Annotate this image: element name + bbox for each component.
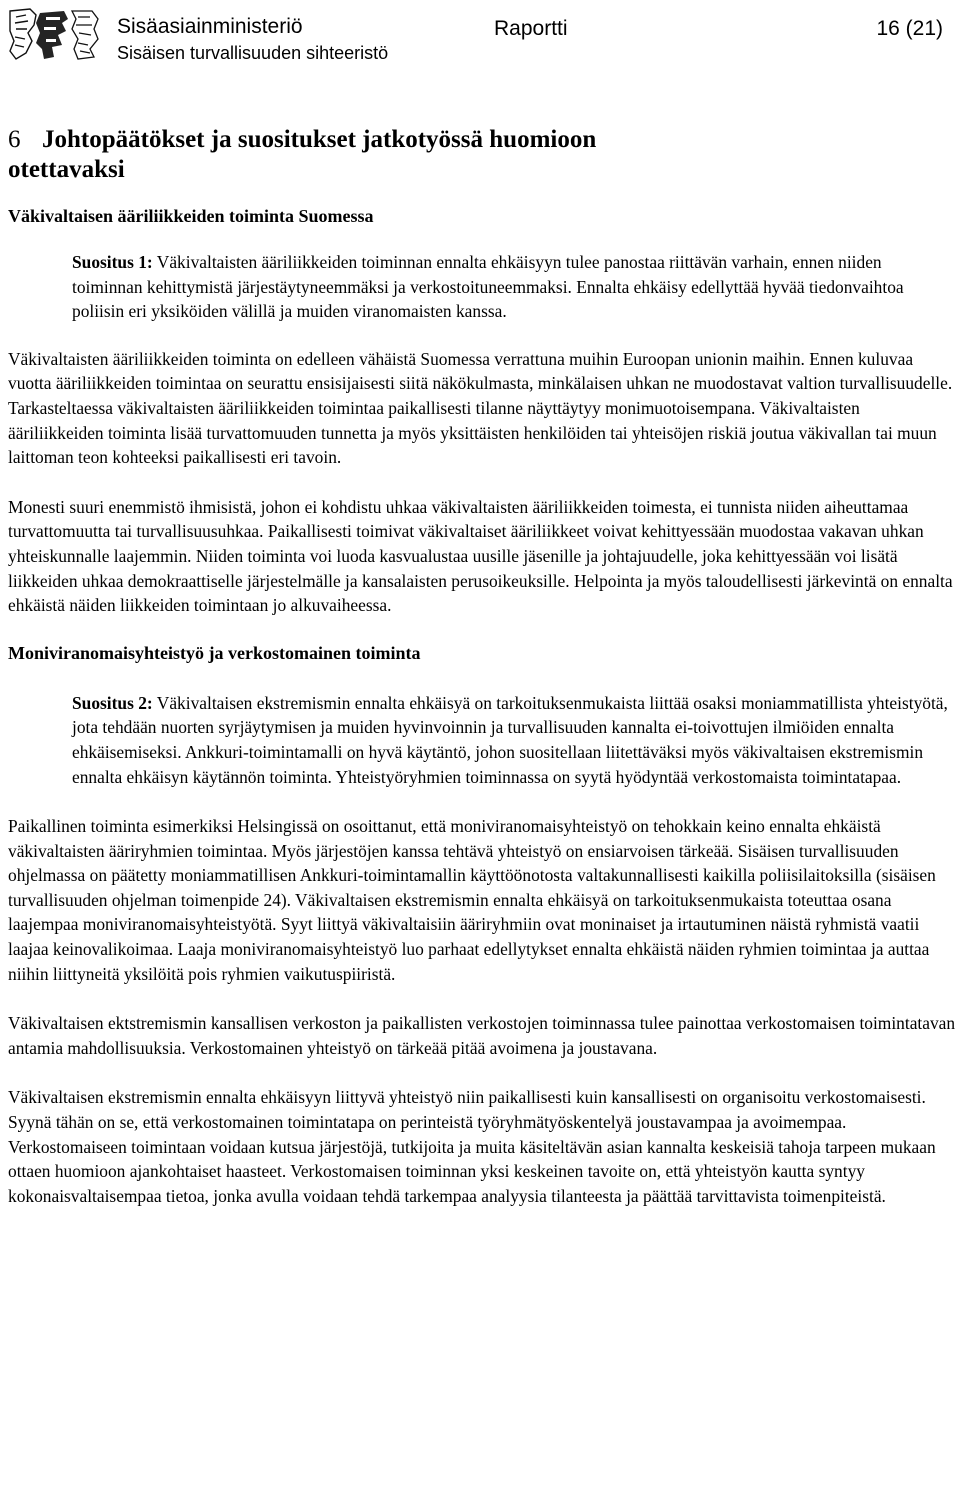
ministry-name: Sisäasiainministeriö bbox=[117, 15, 303, 38]
recommendation-label: Suositus 2: bbox=[72, 692, 153, 713]
section-title-line1: Johtopäätökset ja suositukset jatkotyössä huomioon bbox=[42, 126, 597, 153]
paragraph: Väkivaltaisen ektstremismin kansallisen verkoston ja paikallisten verkostojen toiminnassa tulee painottaa verkostomaisen toimintatavan antamia mahdollisuuksia. Verkostomainen yhteistyö on tärkeää pitää avoimena ja joustavana. bbox=[8, 1013, 956, 1058]
recommendation-2 bbox=[72, 691, 952, 789]
paragraph: Monesti suuri enemmistö ihmisistä, johon ei kohdistu uhkaa väkivaltaisten ääriliikkeiden toimesta, ei tunnista niiden aiheuttamaa turvattomuutta tai turvallisuusuhkaa. Paikallisesti toimivat väkivaltaiset ääriliikkeet voivat kehittyessään muodostaa vakavan uhkan yhteiskunnalle laajemmin. Niiden toiminta voi luoda kasvualustaa uusille jäsenille ja johtajuudelle, joka kehittyessään voi lisätä liikkeiden uhkaa demokraattiselle järjestelmälle ja kansalaisten perusoikeuksille. Helpointa ja myös taloudellisesti järkevintä on ennalta ehkäistä näiden liikkeiden toimintaan jo alkuvaiheessa. bbox=[8, 496, 953, 616]
ministry-lion-logo bbox=[6, 5, 102, 63]
paragraph: Väkivaltaisen ekstremismin ennalta ehkäisyyn liittyvä yhteistyö niin paikallisesti kuin kansallisesti on organisoitu verkostomaisesti. Syynä tähän on se, että verkostomainen toimintatapa on perinteistä työryhmätyöskentelyä joustavampaa ja avoimempaa. Verkostomaiseen toimintaan voidaan kutsua järjestöjä, tutkijoita ja muita käsiteltävän asian kannalta keskeisiä tahoja tarpeen mukaan ottaen huomioon ajankohtaiset haasteet. Verkostomaisen toiminnan yksi keskeinen tavoite on, että yhteistyön kautta syntyy kokonaisvaltaisempaa tietoa, jonka avulla voidaan tehdä tarkempaa analyysia tilanteesta ja päättää tarvittavista toimenpiteistä. bbox=[8, 1087, 936, 1206]
recommendation-text: Väkivaltaisten ääriliikkeiden toiminnan ennalta ehkäisyyn tulee panostaa riittävän varhain, ennen niiden toiminnan kehittymistä järjestäytyneemmäksi ja verkostoituneemmaksi. Ennalta ehkäisy edellyttää hyvää tiedonvaihtoa poliisin eri yksiköiden välillä ja muiden viranomaisten kanssa. bbox=[72, 252, 904, 322]
paragraph: Paikallinen toiminta esimerkiksi Helsingissä on osoittanut, että moniviranomaisyhteistyö on tehokkain keino ennalta ehkäistä väkivaltaisten ääriryhmien toimintaa. Myös järjestöjen kanssa tehtävä yhteistyö on ensiarvoisen tärkeää. Sisäisen turvallisuuden ohjelmassa on päätetty moniammatillisen Ankkuri-toimintamallin käyttöönotosta valtakunnallisesti kaikilla poliisilaitoksilla (sisäisen turvallisuuden ohjelman toimenpide 24). Väkivaltaisen ekstremismin ennalta ehkäisyä on tarkoituksenmukaista toteuttaa osana laajempaa moniviranomaisyhteistyötä. Syyt liittyä väkivaltaisiin ääriryhmiin ovat moninaiset ja irtautuminen näistä ryhmistä vaatii laajaa keinovalikoimaa. Laaja moniviranomaisyhteistyö luo parhaat edellytykset ennalta ehkäistä näiden ryhmien toimintaa ja auttaa niihin liittyneitä yksilöitä pois ryhmien vaikutuspiiristä. bbox=[8, 816, 936, 984]
section-number: 6 bbox=[8, 126, 21, 153]
document-type: Raportti bbox=[494, 17, 568, 40]
division-name: Sisäisen turvallisuuden sihteeristö bbox=[117, 43, 389, 63]
paragraph: Väkivaltaisten ääriliikkeiden toiminta on edelleen vähäistä Suomessa verrattuna muihin Euroopan unionin maihin. Ennen kuluvaa vuotta ääriliikkeiden toimintaa on seurattu ensisijaisesti siitä näkökulmasta, minkälaisen uhkan ne muodostavat valtion turvallisuudelle. Tarkasteltaessa väkivaltaisten ääriliikkeiden toimintaa paikallisesti tilanne näyttäytyy monimuotoisempana. Väkivaltaisten ääriliikkeiden toiminta lisää turvattomuuden tunnetta ja myös yksittäisten henkilöiden tai yhteisöjen riskiä joutua väkivallan tai muun laittoman teon kohteeksi paikallisesti eri tavoin. bbox=[8, 348, 953, 468]
document-body bbox=[8, 125, 958, 1208]
page-number: 16 (21) bbox=[876, 17, 943, 40]
section-title bbox=[42, 125, 596, 155]
section-title-line2: otettavaksi bbox=[8, 156, 125, 183]
section-heading-continued bbox=[8, 155, 958, 185]
page-header bbox=[0, 0, 960, 72]
recommendation-1 bbox=[72, 250, 952, 324]
subsection-heading: Väkivaltaisen ääriliikkeiden toiminta Suomessa bbox=[8, 206, 374, 226]
recommendation-text: Väkivaltaisen ekstremismin ennalta ehkäisyä on tarkoituksenmukaista liittää osaksi moniammatillista yhteistyötä, jota tehdään nuorten syrjäytymisen ja muiden hyvinvoinnin ja turvallisuuden kannalta ei-toivottujen ilmiöiden ennalta ehkäisemiseksi. Ankkuri-toimintamalli on hyvä käytäntö, johon suositellaan liitettäväksi myös väkivaltaisen ekstremismin ennalta ehkäisyn käytännön toiminta. Yhteistyöryhmien toiminnassa on syytä hyödyntää verkostomaista toimintatapaa. bbox=[72, 692, 948, 787]
subsection-heading: Moniviranomaisyhteistyö ja verkostomainen toiminta bbox=[8, 642, 421, 663]
recommendation-label: Suositus 1: bbox=[72, 252, 153, 272]
section-heading bbox=[8, 125, 958, 155]
